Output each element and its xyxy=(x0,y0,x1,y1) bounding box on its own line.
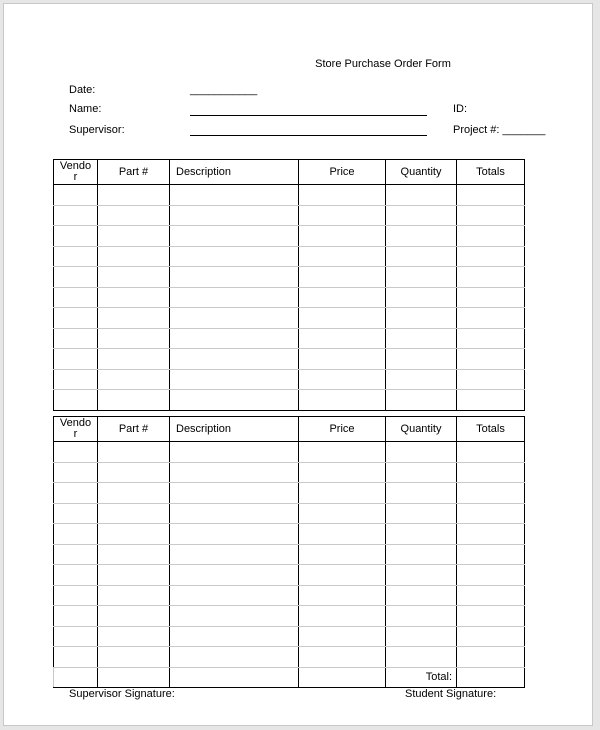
table-row[interactable] xyxy=(54,585,525,606)
totals-header: Totals xyxy=(457,160,525,185)
date-label: Date: xyxy=(69,84,96,96)
table-row[interactable] xyxy=(54,544,525,565)
vendor-header xyxy=(54,417,98,442)
total-label: Total: xyxy=(386,667,457,688)
table-row[interactable] xyxy=(54,246,525,267)
description-header: Description xyxy=(170,417,299,442)
name-line[interactable] xyxy=(190,115,427,116)
table-row[interactable] xyxy=(54,647,525,668)
supervisor-signature-label: Supervisor Signature: xyxy=(69,688,175,700)
id-label: ID: xyxy=(453,103,468,115)
order-table-1 xyxy=(53,159,525,411)
price-header: Price xyxy=(299,417,386,442)
total-row xyxy=(54,667,525,688)
total-empty-cell xyxy=(299,667,386,688)
student-signature-label: Student Signature: xyxy=(405,688,497,700)
table-row[interactable] xyxy=(54,267,525,288)
part-header: Part # xyxy=(98,417,170,442)
table-header-row xyxy=(54,160,525,185)
total-empty-cell xyxy=(170,667,299,688)
table-row[interactable] xyxy=(54,442,525,463)
table-row[interactable] xyxy=(54,308,525,329)
totals-header: Totals xyxy=(457,417,525,442)
name-label: Name: xyxy=(69,103,102,115)
table-row[interactable] xyxy=(54,524,525,545)
vendor-header-line2: r xyxy=(73,428,78,440)
supervisor-label: Supervisor: xyxy=(69,124,125,136)
table-row[interactable] xyxy=(54,349,525,370)
table-body-2 xyxy=(54,442,525,688)
table-row[interactable] xyxy=(54,390,525,411)
date-blank[interactable]: ___________ xyxy=(190,84,258,96)
table-body-1 xyxy=(54,185,525,411)
price-header: Price xyxy=(299,160,386,185)
table-row[interactable] xyxy=(54,565,525,586)
document-page xyxy=(3,3,593,726)
table-row[interactable] xyxy=(54,626,525,647)
vendor-header-line2: r xyxy=(73,171,78,183)
total-value-cell[interactable] xyxy=(457,667,525,688)
vendor-header-line1: Vendo xyxy=(59,417,92,429)
table-header-row xyxy=(54,417,525,442)
table-row[interactable] xyxy=(54,226,525,247)
vendor-header-line1: Vendo xyxy=(59,160,92,172)
table-row[interactable] xyxy=(54,503,525,524)
table-row[interactable] xyxy=(54,369,525,390)
quantity-header: Quantity xyxy=(386,417,457,442)
quantity-header: Quantity xyxy=(386,160,457,185)
supervisor-line[interactable] xyxy=(190,135,427,136)
table-row[interactable] xyxy=(54,483,525,504)
table-row[interactable] xyxy=(54,462,525,483)
table-row[interactable] xyxy=(54,185,525,206)
table-row[interactable] xyxy=(54,328,525,349)
order-table-2 xyxy=(53,416,525,688)
table-row[interactable] xyxy=(54,205,525,226)
table-row[interactable] xyxy=(54,287,525,308)
description-header: Description xyxy=(170,160,299,185)
project-label: Project #: _______ xyxy=(453,124,546,136)
form-title: Store Purchase Order Form xyxy=(315,58,451,70)
total-empty-cell xyxy=(98,667,170,688)
table-row[interactable] xyxy=(54,606,525,627)
vendor-header xyxy=(54,160,98,185)
total-empty-cell xyxy=(54,667,98,688)
part-header: Part # xyxy=(98,160,170,185)
